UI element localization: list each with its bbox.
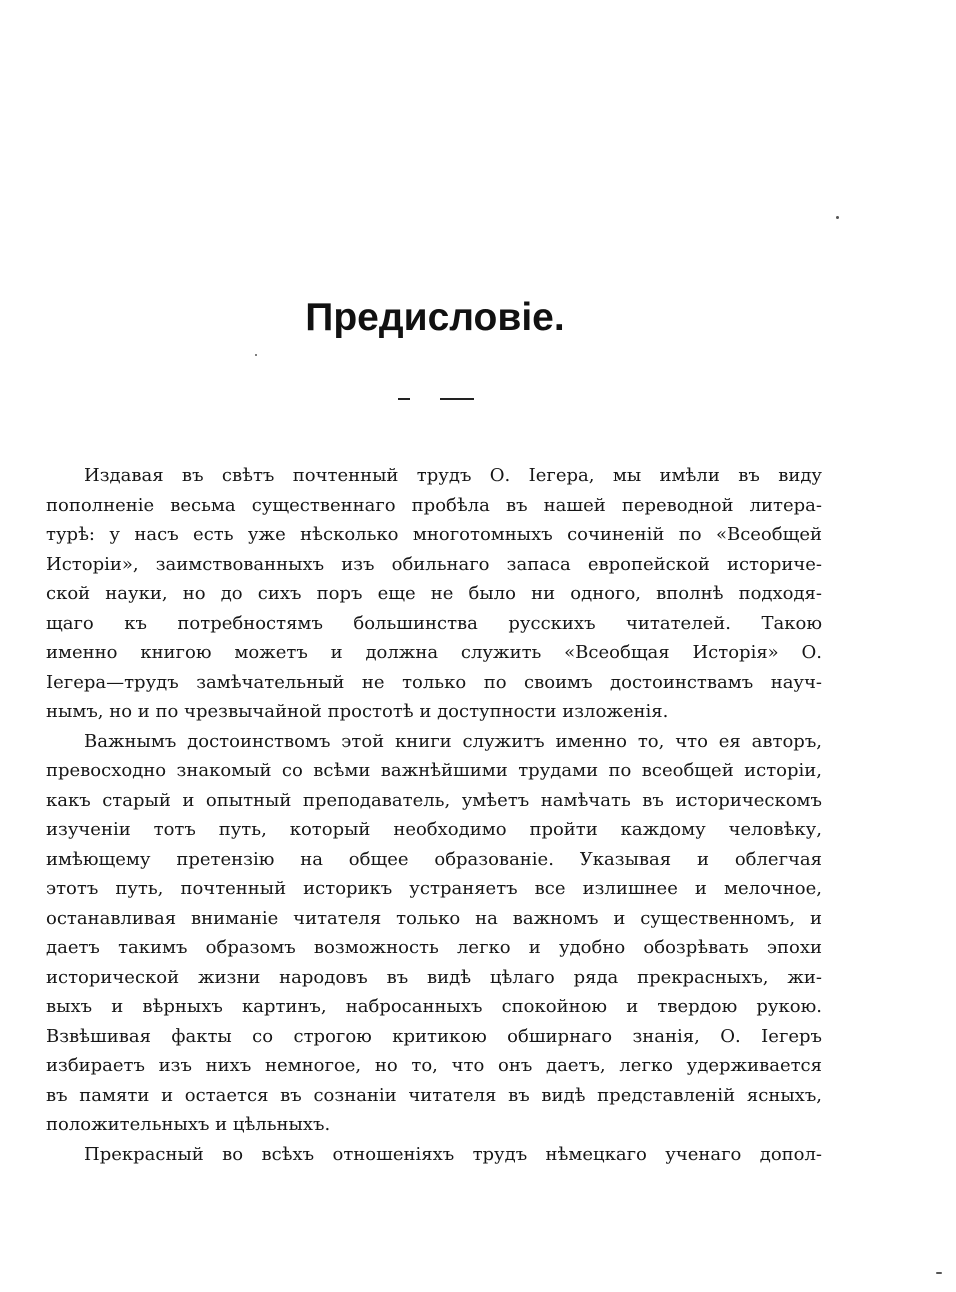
text-line: останавливая вниманіе читателя только на важномъ и существенномъ, и — [46, 907, 822, 929]
title-rule-long — [440, 398, 474, 400]
text-line: ской науки, но до сихъ поръ еще не было ни одного, вполнѣ подходя- — [46, 583, 822, 604]
body-text — [46, 461, 822, 1169]
text-line: Іегера—трудъ замѣчательный не только по своимъ достоинствамъ науч- — [46, 671, 822, 693]
scan-speck — [836, 216, 839, 219]
text-line: превосходно знакомый со всѣми важнѣйшими трудами по всеобщей исторіи, — [46, 760, 822, 781]
scan-speck — [936, 1272, 942, 1274]
text-line: даетъ такимъ образомъ возможность легко и удобно обозрѣвать эпохи — [46, 937, 822, 958]
scan-speck — [255, 354, 257, 356]
text-line: пополненіе весьма существеннаго пробѣла въ нашей переводной литера- — [46, 494, 822, 516]
text-line: Исторіи», заимствованныхъ изъ обильнаго запаса европейской историче- — [46, 553, 822, 575]
text-line: положительныхъ и цѣльныхъ. — [46, 1114, 331, 1135]
title-rule-short — [398, 398, 410, 400]
text-line: какъ старый и опытный преподаватель, умѣетъ намѣчать въ историческомъ — [46, 789, 822, 811]
text-line: щаго къ потребностямъ большинства русскихъ читателей. Такою — [46, 612, 822, 634]
paragraph-3 — [46, 1140, 822, 1170]
page-title: Предисловіе. — [305, 296, 565, 339]
text-line: этотъ путь, почтенный историкъ устраняетъ все излишнее и мелочное, — [46, 878, 822, 899]
text-line: турѣ: у насъ есть уже нѣсколько многотомныхъ сочиненій по «Всеобщей — [46, 524, 822, 545]
paragraph-1 — [46, 461, 822, 727]
text-line: Прекрасный во всѣхъ отношеніяхъ трудъ нѣмецкаго ученаго допол- — [84, 1143, 822, 1165]
text-line: изученіи тотъ путь, который необходимо пройти каждому человѣку, — [46, 819, 822, 840]
text-line: Взвѣшивая факты со строгою критикою обширнаго знанія, О. Іегеръ — [46, 1025, 822, 1047]
text-line: избираетъ изъ нихъ немногое, но то, что онъ даетъ, легко удерживается — [46, 1055, 822, 1076]
text-line: Издавая въ свѣтъ почтенный трудъ О. Іегера, мы имѣли въ виду — [84, 465, 822, 486]
text-line: именно книгою можетъ и должна служить «Всеобщая Исторія» О. — [46, 642, 822, 663]
text-line: исторической жизни народовъ въ видѣ цѣлаго ряда прекрасныхъ, жи- — [46, 966, 822, 988]
text-line: выхъ и вѣрныхъ картинъ, набросанныхъ спокойною и твердою рукою. — [46, 996, 822, 1017]
text-line: въ памяти и остается въ сознаніи читателя въ видѣ представленій ясныхъ, — [46, 1084, 822, 1106]
text-line: Важнымъ достоинствомъ этой книги служитъ именно то, что ея авторъ, — [84, 730, 822, 752]
paragraph-2 — [46, 727, 822, 1140]
text-line: нымъ, но и по чрезвычайной простотѣ и доступности изложенія. — [46, 701, 669, 722]
text-line: имѣющему претензію на общее образованіе. Указывая и облегчая — [46, 848, 822, 870]
